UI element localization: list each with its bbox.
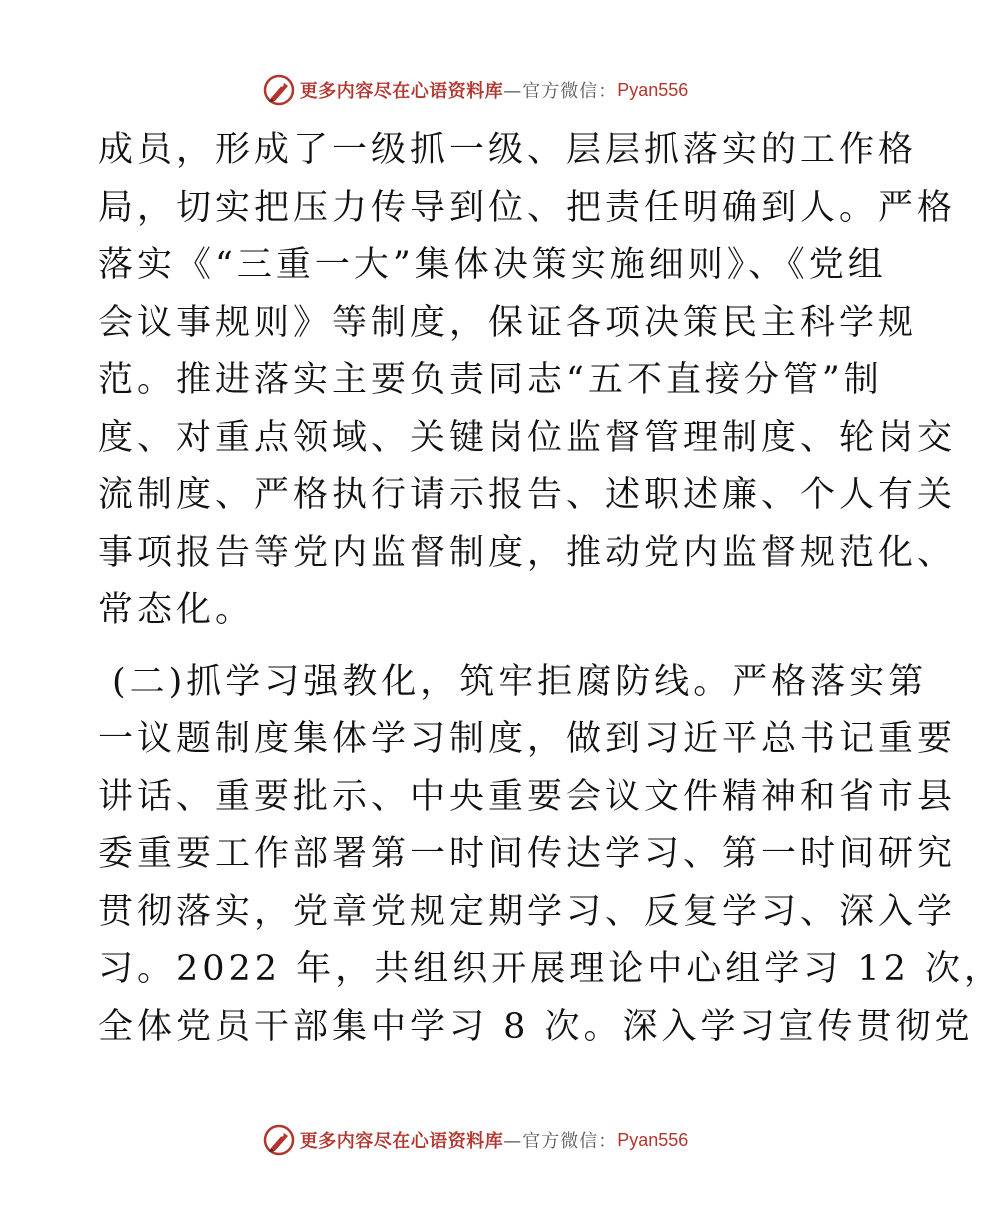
watermark-separator-text: —官方微信：: [503, 1131, 618, 1152]
text-line: 流制度、严格执行请示报告、述职述廉、个人有关: [98, 475, 957, 515]
section-heading-line: (二)抓学习强教化，筑牢拒腐防线。严格落实第: [112, 661, 928, 702]
pen-logo-icon: [262, 1123, 296, 1157]
watermark-separator-text: —官方微信：: [503, 81, 618, 102]
text-line: 会议事规则》等制度，保证各项决策民主科学规: [98, 302, 918, 343]
paragraph-2: [98, 654, 1003, 1057]
text-line: 贯彻落实，党章党规定期学习、反复学习、深入学: [98, 891, 957, 932]
watermark-main-text: 更多内容尽在心语资料库: [299, 1131, 504, 1152]
text-line: 度、对重点领域、关键岗位监督管理制度、轮岗交: [98, 417, 957, 458]
document-body: [98, 122, 1003, 1056]
watermark-wechat-id: Pyan556: [617, 1129, 689, 1150]
footer-watermark: [0, 1120, 950, 1160]
text-line: 习。2022 年，共组织开展理论中心组学习 12 次，: [98, 949, 1003, 989]
paragraph-1: [98, 122, 957, 640]
text-line: 事项报告等党内监督制度，推动党内监督规范化、: [98, 532, 957, 573]
watermark-main-text: 更多内容尽在心语资料库: [299, 81, 504, 102]
watermark-wechat-id: Pyan556: [617, 79, 689, 100]
pen-logo-icon: [262, 73, 296, 107]
text-line: 成员，形成了一级抓一级、层层抓落实的工作格: [98, 130, 918, 170]
text-line: 落实《“三重一大”集体决策实施细则》、《党组: [98, 245, 887, 285]
text-line: 常态化。: [98, 590, 255, 630]
header-watermark: [0, 70, 950, 110]
text-line: 范。推进落实主要负责同志“五不直接分管”制: [98, 360, 883, 400]
text-line: 讲话、重要批示、中央重要会议文件精神和省市县: [98, 776, 957, 817]
text-line: 局，切实把压力传导到位、把责任明确到人。严格: [98, 187, 957, 228]
text-line: 一议题制度集体学习制度，做到习近平总书记重要: [98, 719, 957, 759]
text-line: 全体党员干部集中学习 8 次。深入学习宣传贯彻党: [98, 1006, 974, 1047]
text-line: 委重要工作部署第一时间传达学习、第一时间研究: [98, 834, 957, 874]
